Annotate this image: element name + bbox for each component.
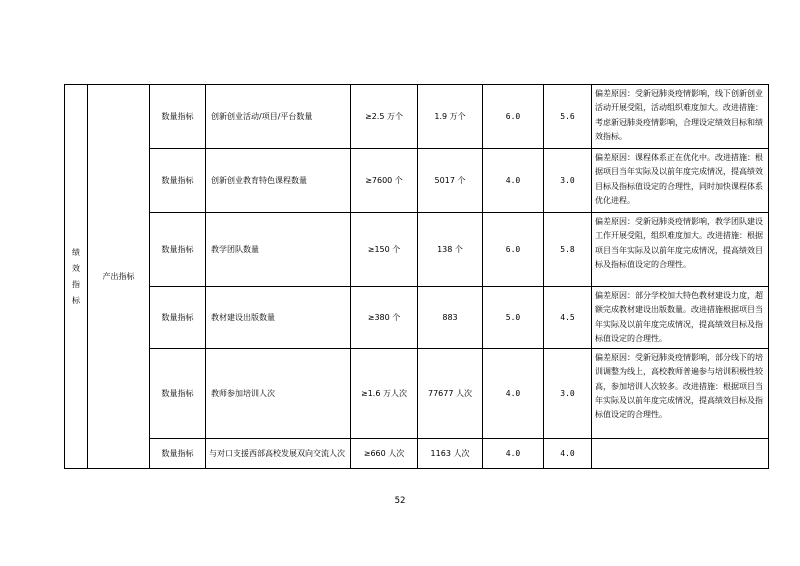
indicator-type-cell: 数量指标 xyxy=(150,439,206,469)
target-value-cell: ≥150 个 xyxy=(351,213,418,287)
target-value-cell: ≥660 人次 xyxy=(351,439,418,469)
score-cell: 3.0 xyxy=(544,149,592,213)
indicator-name-cell: 与对口支援西部高校发展双向交流人次 xyxy=(206,439,351,469)
table-row xyxy=(65,85,769,149)
actual-value-cell: 883 xyxy=(418,287,483,349)
score-cell: 5.6 xyxy=(544,85,592,149)
indicator-name-cell: 创新创业教育特色课程数量 xyxy=(206,149,351,213)
deviation-note-cell: 偏差原因：受新冠肺炎疫情影响，部分线下的培训调整为线上，高校教师普遍参与培训积极性较高，参加培训人次较多。改进措施：根据项目当年实际及以前年度完成情况，提高绩效目标及指标值设定的合理性。 xyxy=(592,349,769,439)
indicator-name-cell: 教学团队数量 xyxy=(206,213,351,287)
table-row xyxy=(65,287,769,349)
weight-cell: 5.0 xyxy=(483,287,544,349)
target-value-cell: ≥2.5 万个 xyxy=(351,85,418,149)
indicator-type-cell: 数量指标 xyxy=(150,349,206,439)
target-value-cell: ≥380 个 xyxy=(351,287,418,349)
table-row xyxy=(65,213,769,287)
indicator-name-cell: 教材建设出版数量 xyxy=(206,287,351,349)
actual-value-cell: 1163 人次 xyxy=(418,439,483,469)
score-cell: 3.0 xyxy=(544,349,592,439)
performance-indicator-table xyxy=(64,84,769,469)
weight-cell: 4.0 xyxy=(483,439,544,469)
deviation-note-cell: 偏差原因：受新冠肺炎疫情影响，教学团队建设工作开展受阻，组织难度加大。改进措施：根据项目当年实际及以前年度完成情况，提高绩效目标及指标值设定的合理性。 xyxy=(592,213,769,287)
target-value-cell: ≥7600 个 xyxy=(351,149,418,213)
table-row xyxy=(65,149,769,213)
score-cell: 5.8 xyxy=(544,213,592,287)
score-cell: 4.0 xyxy=(544,439,592,469)
indicator-type-cell: 数量指标 xyxy=(150,85,206,149)
actual-value-cell: 77677 人次 xyxy=(418,349,483,439)
deviation-note-cell: 偏差原因：受新冠肺炎疫情影响，线下创新创业活动开展受阻，活动组织难度加大。改进措施：考虑新冠肺炎疫情影响，合理设定绩效目标和绩效指标。 xyxy=(592,85,769,149)
table-row xyxy=(65,439,769,469)
deviation-note-cell xyxy=(592,439,769,469)
indicator-name-cell: 教师参加培训人次 xyxy=(206,349,351,439)
table-row xyxy=(65,349,769,439)
actual-value-cell: 5017 个 xyxy=(418,149,483,213)
weight-cell: 6.0 xyxy=(483,85,544,149)
weight-cell: 6.0 xyxy=(483,213,544,287)
score-cell: 4.5 xyxy=(544,287,592,349)
indicator-name-cell: 创新创业活动/项目/平台数量 xyxy=(206,85,351,149)
actual-value-cell: 138 个 xyxy=(418,213,483,287)
target-value-cell: ≥1.6 万人次 xyxy=(351,349,418,439)
indicator-type-cell: 数量指标 xyxy=(150,213,206,287)
weight-cell: 4.0 xyxy=(483,349,544,439)
deviation-note-cell: 偏差原因：课程体系正在优化中。改进措施：根据项目当年实际及以前年度完成情况，提高绩效目标及指标值设定的合理性，同时加快课程体系优化进程。 xyxy=(592,149,769,213)
weight-cell: 4.0 xyxy=(483,149,544,213)
category-label: 绩效指标 xyxy=(72,247,80,305)
indicator-type-cell: 数量指标 xyxy=(150,287,206,349)
subcategory-cell xyxy=(88,85,150,469)
actual-value-cell: 1.9 万个 xyxy=(418,85,483,149)
page-number: 52 xyxy=(394,496,406,506)
subcategory-label: 产出指标 xyxy=(102,271,135,281)
category-cell xyxy=(65,85,88,469)
deviation-note-cell: 偏差原因：部分学校加大特色教材建设力度，超额完成教材建设出版数量。改进措施根据项目当年实际及以前年度完成情况，提高绩效目标及指标值设定的合理性。 xyxy=(592,287,769,349)
indicator-type-cell: 数量指标 xyxy=(150,149,206,213)
